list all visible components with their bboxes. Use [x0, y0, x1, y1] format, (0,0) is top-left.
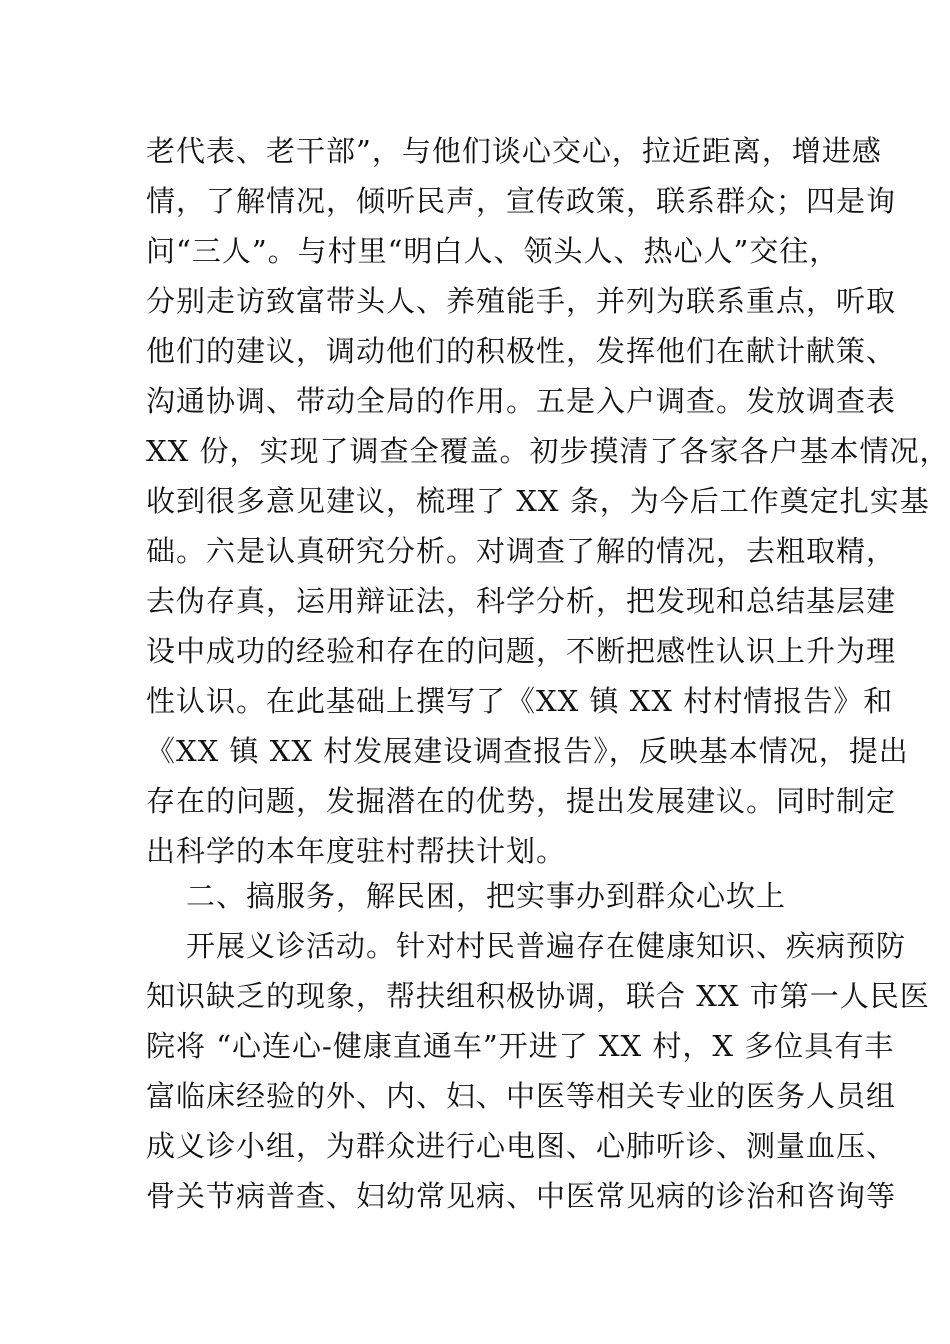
paragraph-line: 去伪存真，运用辩证法，科学分析，把发现和总结基层建 [146, 584, 897, 618]
paragraph-line: 分别走访致富带头人、养殖能手，并列为联系重点，听取 [146, 284, 897, 318]
paragraph-line: XX 份，实现了调查全覆盖。初步摸清了各家各户基本情况， [146, 434, 950, 468]
paragraph-line: 出科学的本年度驻村帮扶计划。 [146, 834, 567, 868]
paragraph-line: 富临床经验的外、内、妇、中医等相关专业的医务人员组 [146, 1079, 897, 1113]
paragraph-line: 收到很多意见建议，梳理了 XX 条，为今后工作奠定扎实基 [146, 484, 930, 518]
section-heading: 二、搞服务，解民困，把实事办到群众心坎上 [186, 879, 787, 913]
paragraph-line: 础。六是认真研究分析。对调查了解的情况，去粗取精， [146, 534, 897, 568]
paragraph-line: 院将 “心连心-健康直通车”开进了 XX 村，X 多位具有丰 [146, 1029, 895, 1063]
paragraph-line: 设中成功的经验和存在的问题，不断把感性认识上升为理 [146, 634, 897, 668]
paragraph-line: 性认识。在此基础上撰写了《XX 镇 XX 村村情报告》和 [146, 684, 894, 718]
paragraph-line: 存在的问题，发掘潜在的优势，提出发展建议。同时制定 [146, 784, 897, 818]
paragraph-line: 骨关节病普查、妇幼常见病、中医常见病的诊治和咨询等 [146, 1179, 897, 1213]
paragraph-line: 知识缺乏的现象，帮扶组积极协调，联合 XX 市第一人民医 [146, 979, 930, 1013]
paragraph-line: 老代表、老干部”，与他们谈心交心，拉近距离，增进感 [146, 134, 882, 168]
paragraph-line: 问“三人”。与村里“明白人、领头人、热心人”交往， [146, 234, 840, 268]
paragraph-line: 《XX 镇 XX 村发展建设调查报告》，反映基本情况，提出 [146, 734, 909, 768]
paragraph-line: 沟通协调、带动全局的作用。五是入户调查。发放调查表 [146, 384, 897, 418]
paragraph-line: 情，了解情况，倾听民声，宣传政策，联系群众；四是询 [146, 184, 897, 218]
paragraph-line: 成义诊小组，为群众进行心电图、心肺听诊、测量血压、 [146, 1129, 897, 1163]
paragraph-line: 开展义诊活动。针对村民普遍存在健康知识、疾病预防 [186, 929, 907, 963]
paragraph-line: 他们的建议，调动他们的积极性，发挥他们在献计献策、 [146, 334, 897, 368]
